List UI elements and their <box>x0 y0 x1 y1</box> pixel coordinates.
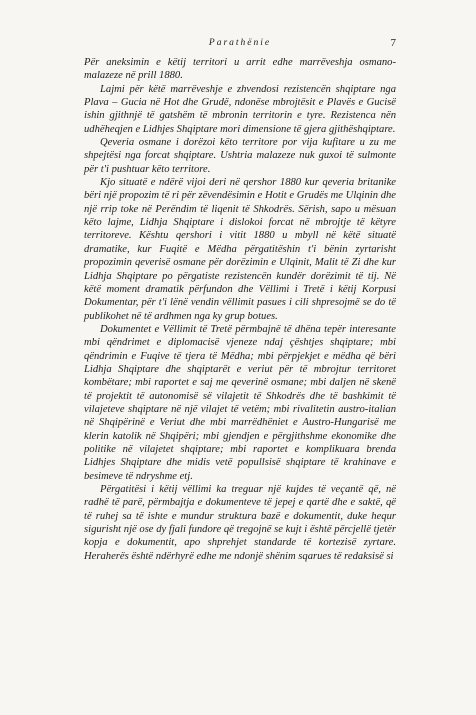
paragraph: Përgatitësi i këtij vëllimi ka treguar një kujdes të veçantë që, në radhë të parë, përmbajtja e dokumenteve të jepej e qartë dhe e saktë, që të ruhej sa të ishte e mundur struktura bazë e dokumentit, duke hequr sigurisht një ose dy fjali fundore që tregojnë se kujt i është përcjellë tjetër kopja e dokumentit, apo shprehjet standarde të kortezisë zyrtare. Heraherës është ndërhyrë edhe me ndonjë shënim sqarues të redaksisë si <box>84 484 396 562</box>
paragraph: Kjo situatë e ndërë vijoi deri në qershor 1880 kur qeveria britanike bëri një propozim të ri për zëvendësimin e Hotit e Grudës me Ulqinin dhe një rrip toke në Perëndim të liqenit të Shkodrës. Sërish, sapo u mësuan këto lajme, Lidhja Shqiptare i dislokoi forcat në mbrojtje të këtyre territoreve. Kështu qershori i vitit 1880 u mbyll në këtë situatë dramatike, kur Fuqitë e Mëdha përgatitëshin t'i bënin zyrtarisht propozimin qeverisë osmane për dorëzimin e Ulqinit, Malit të Zi dhe kur Lidhja Shqiptare po përgatiste rezistencën kundër dorëzimit të tij. Në këtë moment dramatik përfundon dhe Vëllimi i Tretë i këtij Korpusi Dokumentar, për t'i lënë vendin vëllimit pasues i cili shpresojmë se do të publikohet në të ardhmen nga ky grup botues. <box>84 177 396 322</box>
paragraph: Qeveria osmane i dorëzoi këto territore por vija kufitare u zu me shpejtësi nga forcat shqiptare. Ushtria malazeze nuk guxoi të sulmonte për t'i pushtuar këto territore. <box>84 137 396 175</box>
paragraph: Lajmi për këtë marrëveshje e zhvendosi rezistencën shqiptare nga Plava – Gucia në Hot dhe Grudë, ndonëse mbrojtësit e Plavës e Gucisë ishin gjithnjë të gatshëm të mbronin territorin e tyre. Rezistenca nën udhëheqjen e Lidhjes Shqiptare mori dimensione të gjera gjithëshqiptare. <box>84 83 396 135</box>
paragraph: Për aneksimin e këtij territori u arrit edhe marrëveshja osmano-malazeze në prill 1880. <box>84 57 396 82</box>
paragraph: Dokumentet e Vëllimit të Tretë përmbajnë të dhëna tepër interesante mbi qëndrimet e diplomacisë vjeneze ndaj çështjes shqiptare; mbi qëndrimin e Fuqive të tjera të Mëdha; mbi përpjekjet e mëdha që bëri Lidhja Shqiptare dhe shqiptarët e veriut për të mbrojtur territoret kombëtare; mbi raportet e saj me qeverinë osmane; mbi daljen në skenë të projektit të autonomisë së vilajetit të Shkodrës dhe të bashkimit të vilajeteve shqiptare në një vilajet të vetëm; mbi rivalitetin austro-italian në Shqipërinë e Veriut dhe mbi marrëdhëniet e Austro-Hungarisë me klerin katolik në Shqipëri; mbi gjendjen e përgjithshme ekonomike dhe politike në vilajetet shqiptare; mbi raportet e komplikuara brenda Lidhjes Shqiptare dhe midis vetë popullsisë shqiptare të krahinave e besimeve të ndryshme etj. <box>84 323 396 482</box>
running-head: Parathënie <box>208 38 272 48</box>
page-header <box>84 38 396 52</box>
page-number: 7 <box>390 37 396 49</box>
body-text <box>84 56 396 563</box>
